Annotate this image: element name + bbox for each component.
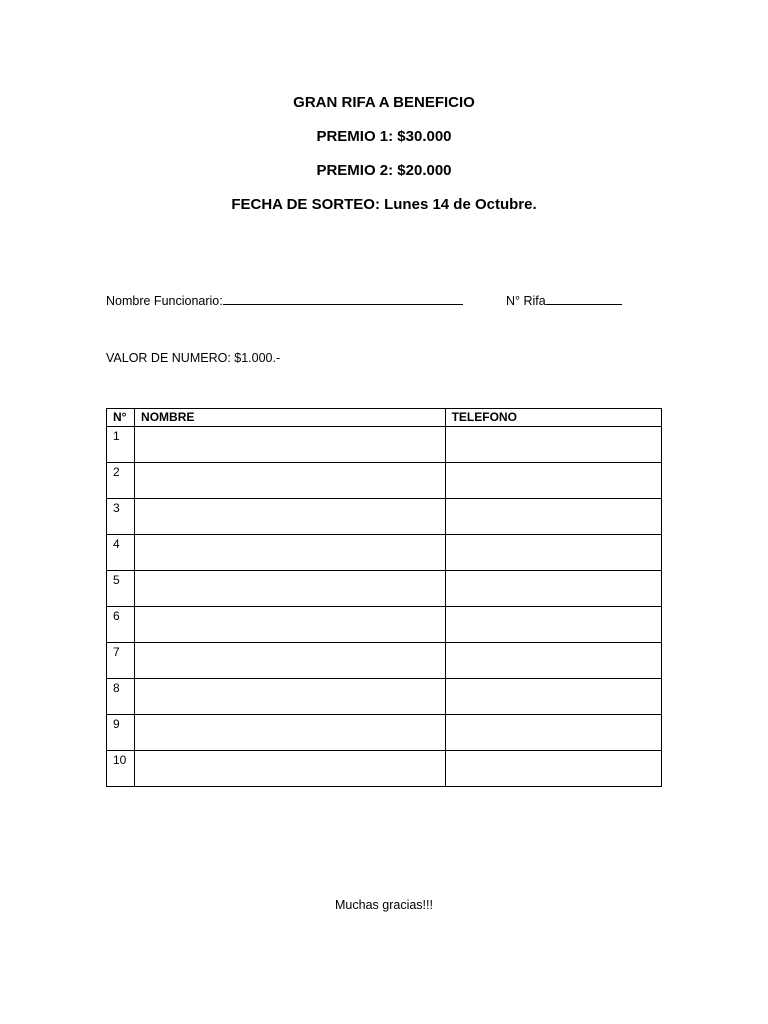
row-number: 10 [107, 751, 135, 787]
raffle-number-label: N° Rifa [506, 294, 546, 308]
thanks-note: Muchas gracias!!! [335, 898, 433, 912]
table-row [107, 751, 662, 787]
name-cell[interactable] [135, 427, 446, 463]
phone-cell[interactable] [445, 535, 661, 571]
raffle-number-blank[interactable] [546, 293, 622, 305]
row-number: 6 [107, 607, 135, 643]
row-number: 7 [107, 643, 135, 679]
table-row [107, 679, 662, 715]
phone-cell[interactable] [445, 715, 661, 751]
phone-cell[interactable] [445, 463, 661, 499]
name-cell[interactable] [135, 751, 446, 787]
name-cell[interactable] [135, 643, 446, 679]
name-cell[interactable] [135, 463, 446, 499]
table-row [107, 607, 662, 643]
employee-name-label: Nombre Funcionario: [106, 294, 223, 308]
row-number: 8 [107, 679, 135, 715]
prize-2: PREMIO 2: $20.000 [316, 162, 452, 179]
header-phone: TELEFONO [445, 409, 661, 427]
table-row [107, 643, 662, 679]
raffle-number-line [506, 293, 622, 309]
row-number: 9 [107, 715, 135, 751]
table-row [107, 463, 662, 499]
phone-cell[interactable] [445, 679, 661, 715]
table-header-row [107, 409, 662, 427]
employee-name-line [106, 293, 463, 309]
phone-cell[interactable] [445, 607, 661, 643]
row-number: 2 [107, 463, 135, 499]
name-cell[interactable] [135, 571, 446, 607]
table-row [107, 427, 662, 463]
name-cell[interactable] [135, 499, 446, 535]
table-row [107, 499, 662, 535]
row-number: 1 [107, 427, 135, 463]
phone-cell[interactable] [445, 643, 661, 679]
employee-name-blank[interactable] [223, 293, 463, 305]
name-cell[interactable] [135, 715, 446, 751]
name-cell[interactable] [135, 679, 446, 715]
name-cell[interactable] [135, 607, 446, 643]
raffle-table [106, 408, 662, 787]
phone-cell[interactable] [445, 751, 661, 787]
raffle-title: GRAN RIFA A BENEFICIO [293, 94, 475, 111]
phone-cell[interactable] [445, 499, 661, 535]
table-row [107, 571, 662, 607]
row-number: 3 [107, 499, 135, 535]
draw-date: FECHA DE SORTEO: Lunes 14 de Octubre. [231, 196, 537, 213]
header-number: N° [107, 409, 135, 427]
row-number: 4 [107, 535, 135, 571]
prize-1: PREMIO 1: $30.000 [316, 128, 452, 145]
table-row [107, 715, 662, 751]
row-number: 5 [107, 571, 135, 607]
number-value: VALOR DE NUMERO: $1.000.- [106, 351, 281, 365]
phone-cell[interactable] [445, 427, 661, 463]
table-row [107, 535, 662, 571]
header-name: NOMBRE [135, 409, 446, 427]
phone-cell[interactable] [445, 571, 661, 607]
name-cell[interactable] [135, 535, 446, 571]
